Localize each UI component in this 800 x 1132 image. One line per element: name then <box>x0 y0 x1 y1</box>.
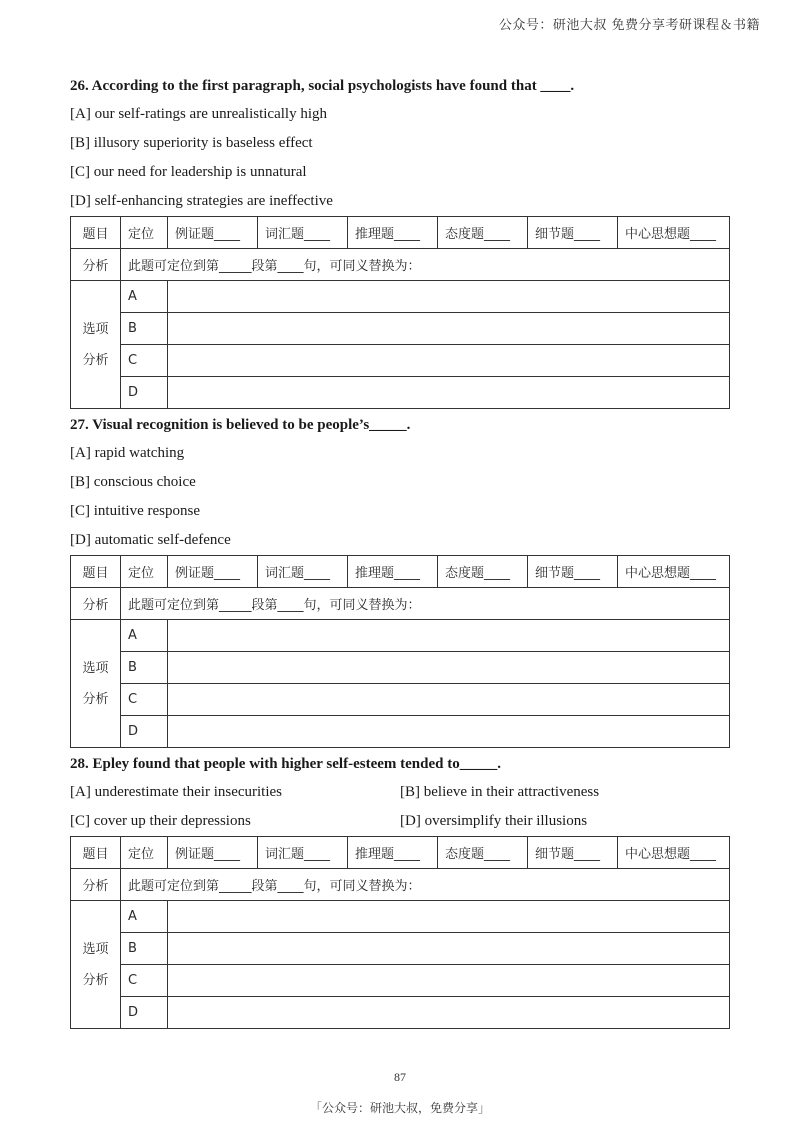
label-analysis: 分析 <box>71 249 121 281</box>
type-detail: 细节题____ <box>528 837 618 869</box>
option-analysis-label <box>71 901 121 1029</box>
option-c: [C] our need for leadership is unnatural <box>70 164 307 180</box>
answer-cell-b[interactable] <box>168 313 730 345</box>
analysis-table <box>70 836 730 1029</box>
type-example: 例证题____ <box>168 217 258 249</box>
type-detail: 细节题____ <box>528 217 618 249</box>
label-analysis: 分析 <box>71 869 121 901</box>
option-row-1 <box>70 778 730 807</box>
row-letter-c: C <box>121 684 168 716</box>
option-analysis-label <box>71 281 121 409</box>
answer-cell-c[interactable] <box>168 965 730 997</box>
answer-cell-c[interactable] <box>168 345 730 377</box>
type-vocabulary: 词汇题____ <box>258 556 348 588</box>
label-locate: 定位 <box>121 556 168 588</box>
label-options: 选项 <box>82 321 109 337</box>
label-analysis: 分析 <box>71 588 121 620</box>
option-row-2 <box>70 807 730 836</box>
label-locate: 定位 <box>121 837 168 869</box>
type-attitude: 态度题____ <box>438 837 528 869</box>
option-d: [D] oversimplify their illusions <box>400 813 588 829</box>
option-a: [A] underestimate their insecurities <box>70 784 283 800</box>
option-b: [B] illusory superiority is baseless effect <box>70 135 313 151</box>
row-letter-a: A <box>121 901 168 933</box>
locate-sentence: 此题可定位到第_____段第____句，可同义替换为： <box>121 249 730 281</box>
row-letter-b: B <box>121 652 168 684</box>
type-main-idea: 中心思想题____ <box>618 837 730 869</box>
label-options: 选项 <box>82 660 109 676</box>
type-inference: 推理题____ <box>348 837 438 869</box>
answer-cell-c[interactable] <box>168 684 730 716</box>
label-analysis-2: 分析 <box>82 691 109 707</box>
option-a: [A] our self-ratings are unrealistically high <box>70 106 327 122</box>
row-letter-a: A <box>121 620 168 652</box>
label-topic: 题目 <box>71 217 121 249</box>
analysis-table <box>70 216 730 409</box>
type-main-idea: 中心思想题____ <box>618 556 730 588</box>
option-a: [A] rapid watching <box>70 445 185 461</box>
row-letter-b: B <box>121 933 168 965</box>
page-number: 87 <box>394 1070 406 1084</box>
question-28 <box>70 750 730 1029</box>
question-title: 26. According to the first paragraph, social psychologists have found that ____. <box>70 78 575 94</box>
question-title: 27. Visual recognition is believed to be people’s_____. <box>70 417 411 433</box>
row-letter-a: A <box>121 281 168 313</box>
footer-note: 「公众号：研池大叔，免费分享」 <box>309 1101 490 1115</box>
answer-cell-b[interactable] <box>168 933 730 965</box>
type-vocabulary: 词汇题____ <box>258 217 348 249</box>
type-main-idea: 中心思想题____ <box>618 217 730 249</box>
answer-cell-a[interactable] <box>168 281 730 313</box>
label-topic: 题目 <box>71 556 121 588</box>
question-26 <box>70 72 730 409</box>
label-analysis-2: 分析 <box>82 352 109 368</box>
label-topic: 题目 <box>71 837 121 869</box>
answer-cell-d[interactable] <box>168 377 730 409</box>
option-c: [C] cover up their depressions <box>70 813 251 829</box>
option-b: [B] conscious choice <box>70 474 196 490</box>
option-c: [C] intuitive response <box>70 503 200 519</box>
answer-cell-b[interactable] <box>168 652 730 684</box>
type-inference: 推理题____ <box>348 556 438 588</box>
answer-cell-d[interactable] <box>168 997 730 1029</box>
option-analysis-label <box>71 620 121 748</box>
page-header: 公众号：研池大叔 免费分享考研课程＆书籍 <box>498 18 760 33</box>
row-letter-d: D <box>121 997 168 1029</box>
question-27 <box>70 411 730 748</box>
label-analysis-2: 分析 <box>82 972 109 988</box>
locate-sentence: 此题可定位到第_____段第____句，可同义替换为： <box>121 588 730 620</box>
row-letter-d: D <box>121 716 168 748</box>
type-attitude: 态度题____ <box>438 556 528 588</box>
locate-sentence: 此题可定位到第_____段第____句，可同义替换为： <box>121 869 730 901</box>
option-d: [D] self-enhancing strategies are ineffective <box>70 193 333 209</box>
label-locate: 定位 <box>121 217 168 249</box>
type-example: 例证题____ <box>168 837 258 869</box>
row-letter-c: C <box>121 965 168 997</box>
question-title: 28. Epley found that people with higher self-esteem tended to_____. <box>70 756 501 772</box>
type-inference: 推理题____ <box>348 217 438 249</box>
analysis-table <box>70 555 730 748</box>
option-b: [B] believe in their attractiveness <box>400 784 600 800</box>
type-vocabulary: 词汇题____ <box>258 837 348 869</box>
row-letter-d: D <box>121 377 168 409</box>
answer-cell-d[interactable] <box>168 716 730 748</box>
row-letter-b: B <box>121 313 168 345</box>
type-attitude: 态度题____ <box>438 217 528 249</box>
answer-cell-a[interactable] <box>168 901 730 933</box>
row-letter-c: C <box>121 345 168 377</box>
type-detail: 细节题____ <box>528 556 618 588</box>
option-d: [D] automatic self-defence <box>70 532 231 548</box>
label-options: 选项 <box>82 941 109 957</box>
answer-cell-a[interactable] <box>168 620 730 652</box>
type-example: 例证题____ <box>168 556 258 588</box>
